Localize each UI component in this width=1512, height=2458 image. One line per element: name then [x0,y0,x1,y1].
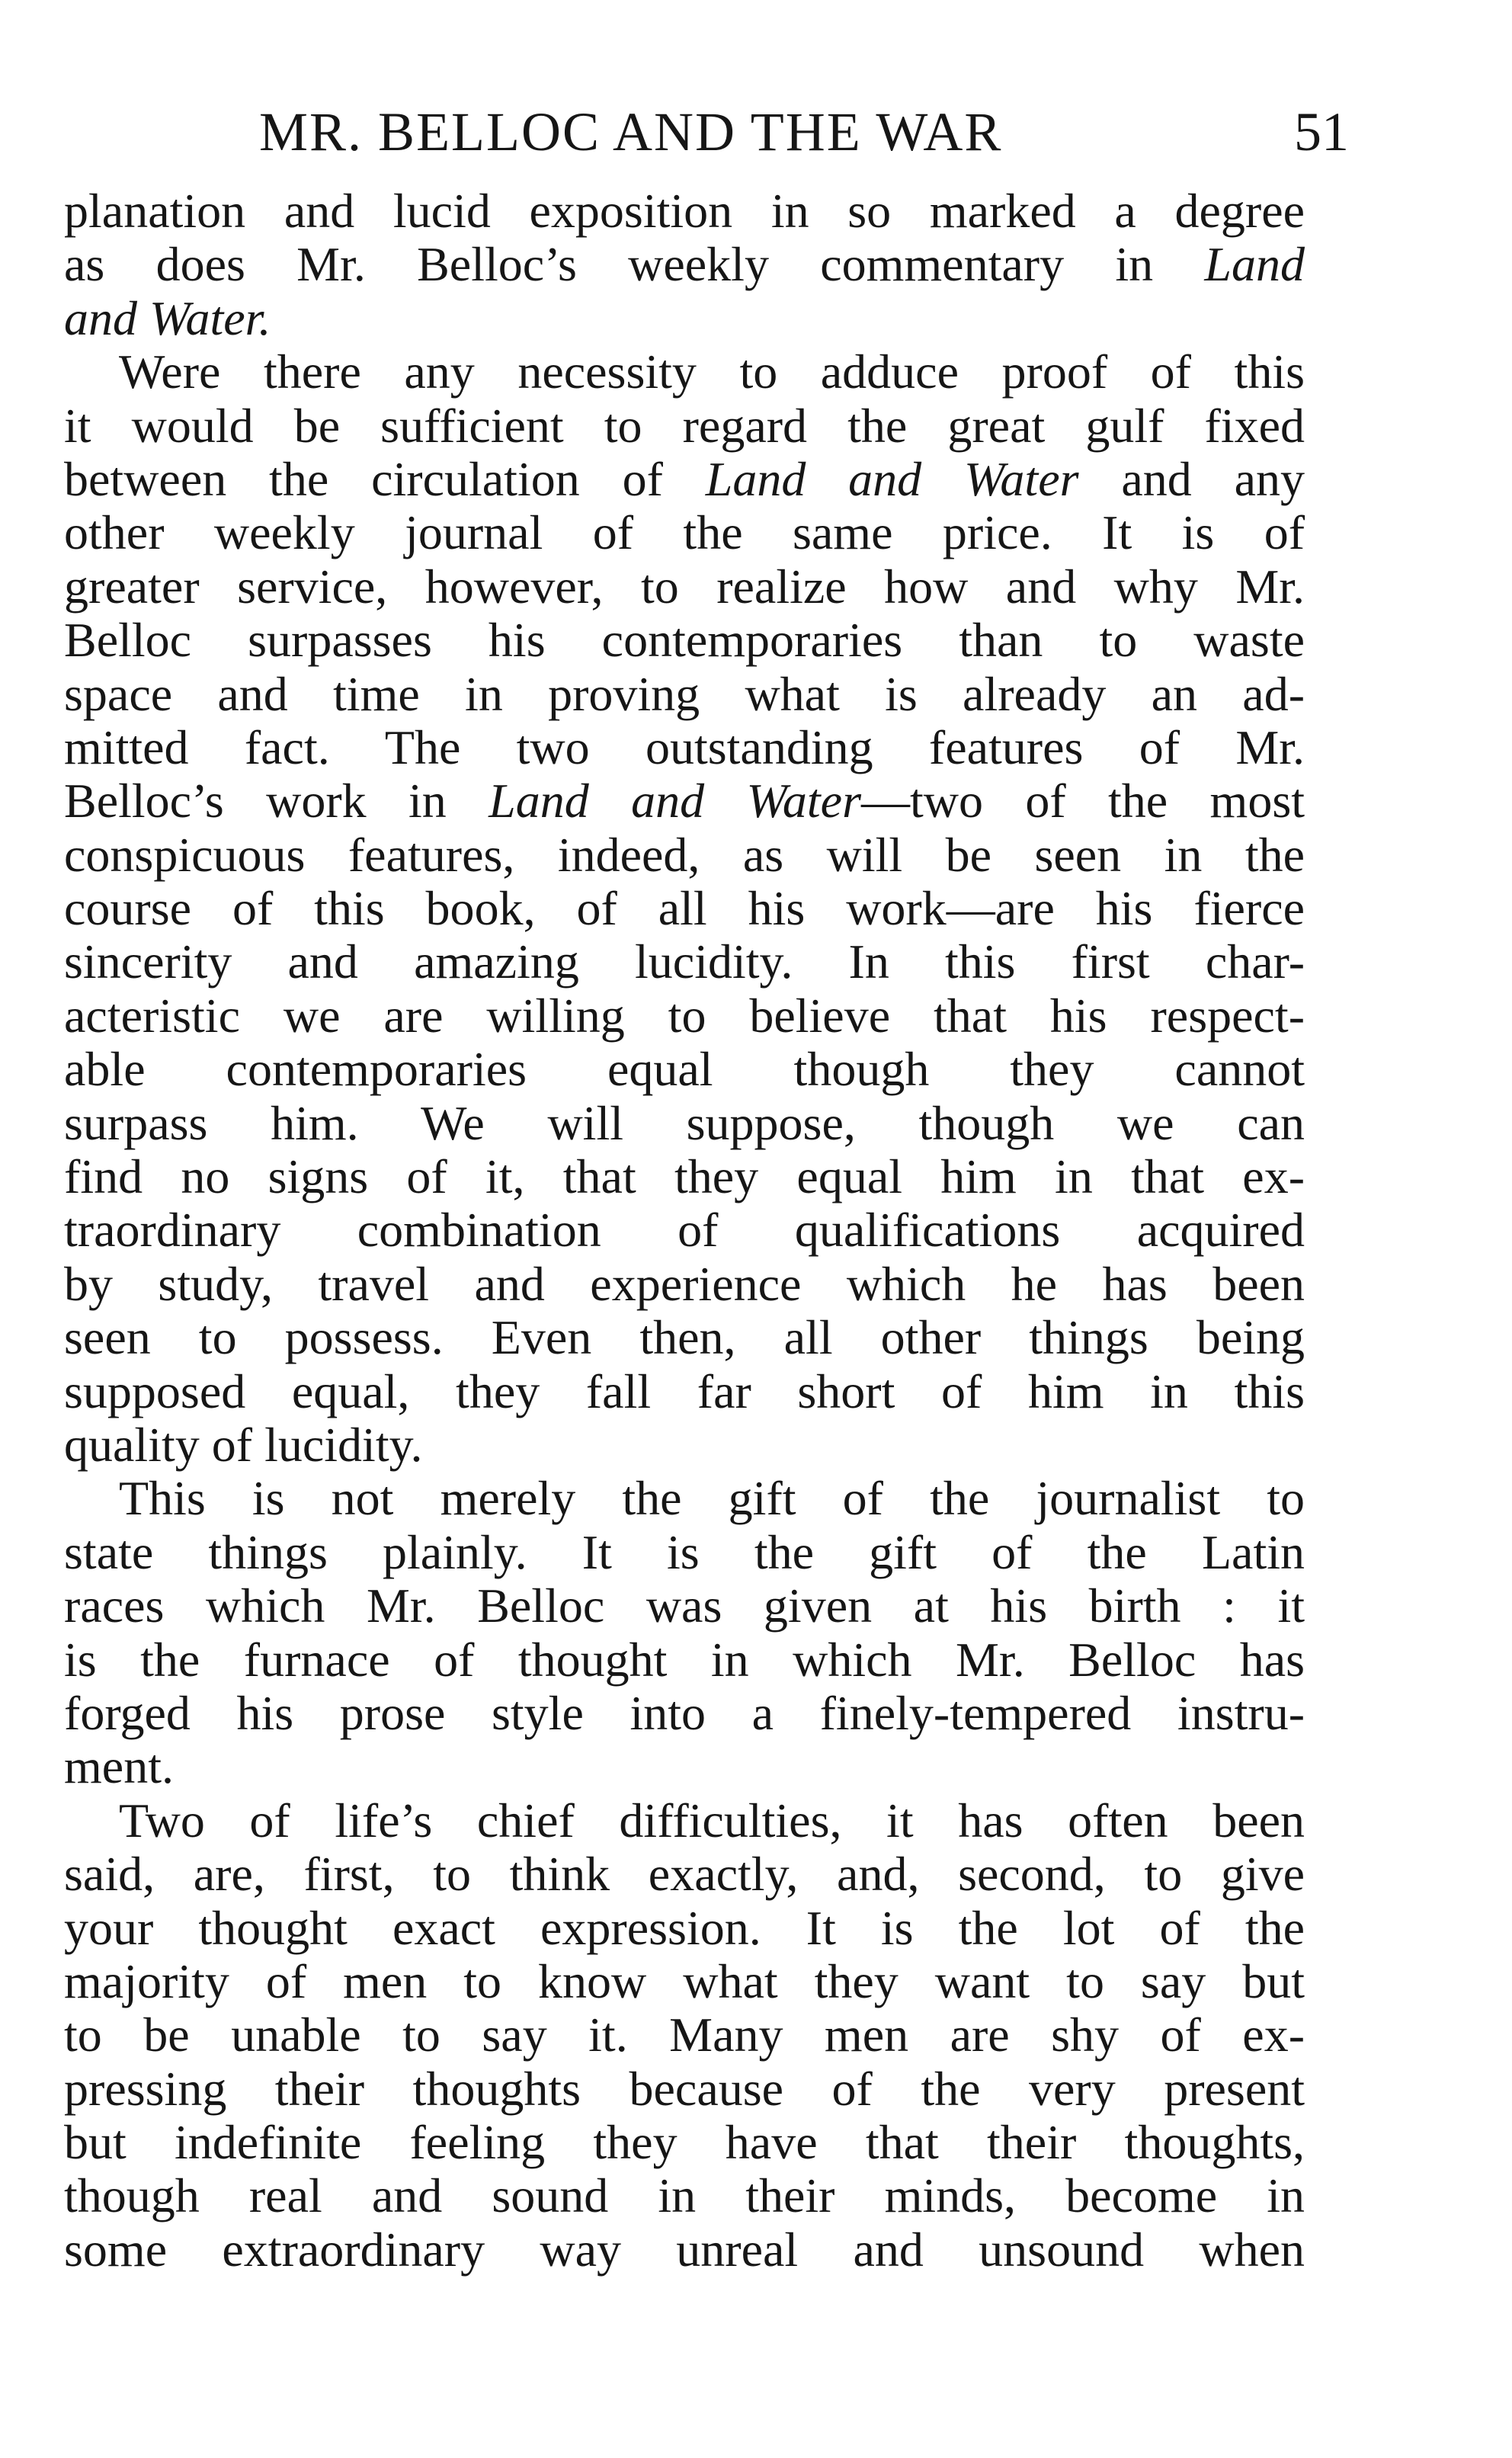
text-segment: between the circulation of [64,451,706,506]
italic-text: Land and Water [705,451,1079,506]
text-segment: Belloc surpasses his contemporaries than to waste [64,613,1305,668]
text-segment: your thought exact expression. It is the lot of the [64,1900,1305,1955]
text-segment: ment. [64,1739,174,1794]
text-line [64,560,1305,614]
text-line [64,1365,1305,1418]
running-head: MR. BELLOC AND THE WAR [259,101,1003,162]
text-line [64,2008,1305,2062]
text-line [64,1848,1305,1901]
text-segment: —two of the most [860,774,1305,828]
text-line [64,1740,1305,1793]
text-segment: course of this book, of all his work—are his fierce [64,881,1305,936]
text-segment: though real and sound in their minds, become in [64,2168,1305,2223]
text-line [64,1097,1305,1150]
text-segment: conspicuous features, indeed, as will be seen in the [64,827,1305,882]
text-segment: said, are, first, to think exactly, and, second, to give [64,1847,1305,1902]
page-header [259,98,1349,166]
text-segment: state things plainly. It is the gift of the Latin [64,1524,1305,1579]
text-segment: as does Mr. Belloc’s weekly commentary in [64,237,1205,292]
text-line [64,1043,1305,1096]
text-line [64,1203,1305,1257]
text-line [64,668,1305,721]
text-line [64,721,1305,774]
text-segment: planation and lucid exposition in so marked a degree [64,184,1305,238]
text-segment: This is not merely the gift of the journalist to [119,1471,1305,1526]
text-segment: acteristic we are willing to believe that his respect- [64,988,1305,1043]
italic-text: Land and Water [489,774,861,828]
text-line [64,1794,1305,1848]
text-segment: mitted fact. The two outstanding features of Mr. [64,719,1305,774]
text-segment: by study, travel and experience which he has been [64,1256,1305,1311]
text-segment: Belloc’s work in [64,774,489,828]
text-segment: surpass him. We will suppose, though we can [64,1095,1305,1150]
text-segment: greater service, however, to realize how and why Mr. [64,559,1305,614]
text-line [64,1526,1305,1579]
text-line [64,1418,1305,1472]
text-line [64,1579,1305,1633]
text-line [64,184,1305,238]
text-line [64,1955,1305,2008]
text-segment: sincerity and amazing lucidity. In this first char- [64,934,1305,989]
text-segment: Were there any necessity to adduce proof of this [119,345,1305,399]
text-line [64,1311,1305,1364]
text-line [64,1902,1305,1955]
text-line [64,2116,1305,2169]
text-line [64,2169,1305,2222]
text-line [64,1687,1305,1740]
text-line [64,1633,1305,1687]
text-line [64,882,1305,935]
text-line [64,345,1305,399]
text-segment: pressing their thoughts because of the very present [64,2061,1305,2116]
text-segment: Two of life’s chief difficulties, it has often been [119,1793,1305,1848]
text-segment: find no signs of it, that they equal him in that ex- [64,1149,1305,1204]
text-segment: other weekly journal of the same price. It is of [64,505,1305,560]
text-segment: forged his prose style into a finely-tempered instru- [64,1685,1305,1740]
text-segment: traordinary combination of qualifications acquired [64,1203,1305,1258]
text-segment: it would be sufficient to regard the great gulf fixed [64,398,1305,453]
text-line [64,238,1305,291]
text-line [64,2223,1305,2277]
text-line [64,399,1305,453]
text-segment: able contemporaries equal though they cannot [64,1042,1305,1097]
text-line [64,614,1305,667]
text-line [64,935,1305,989]
text-line [64,292,1305,345]
text-line [64,774,1305,828]
text-line [64,828,1305,882]
text-line [64,989,1305,1043]
italic-text: Land [1204,237,1305,292]
text-segment: majority of men to know what they want to say but [64,1953,1305,2008]
text-line [64,1150,1305,1203]
text-segment: but indefinite feeling they have that their thoughts, [64,2115,1305,2170]
text-segment: some extraordinary way unreal and unsound when [64,2222,1305,2277]
text-segment: quality of lucidity. [64,1417,423,1472]
italic-text: and Water. [64,290,271,345]
text-line [64,2062,1305,2116]
text-line [64,1258,1305,1311]
text-line [64,1472,1305,1525]
text-line [64,506,1305,559]
text-segment: is the furnace of thought in which Mr. Belloc has [64,1632,1305,1687]
text-segment: and any [1078,451,1305,506]
body-text [64,184,1305,2277]
text-segment: races which Mr. Belloc was given at his birth : it [64,1578,1305,1633]
text-segment: space and time in proving what is already an ad- [64,666,1305,721]
text-segment: seen to possess. Even then, all other things being [64,1310,1305,1365]
text-segment: supposed equal, they fall far short of him in this [64,1364,1305,1418]
page-number: 51 [1294,101,1349,162]
text-segment: to be unable to say it. Many men are shy of ex- [64,2008,1305,2062]
text-line [64,453,1305,506]
